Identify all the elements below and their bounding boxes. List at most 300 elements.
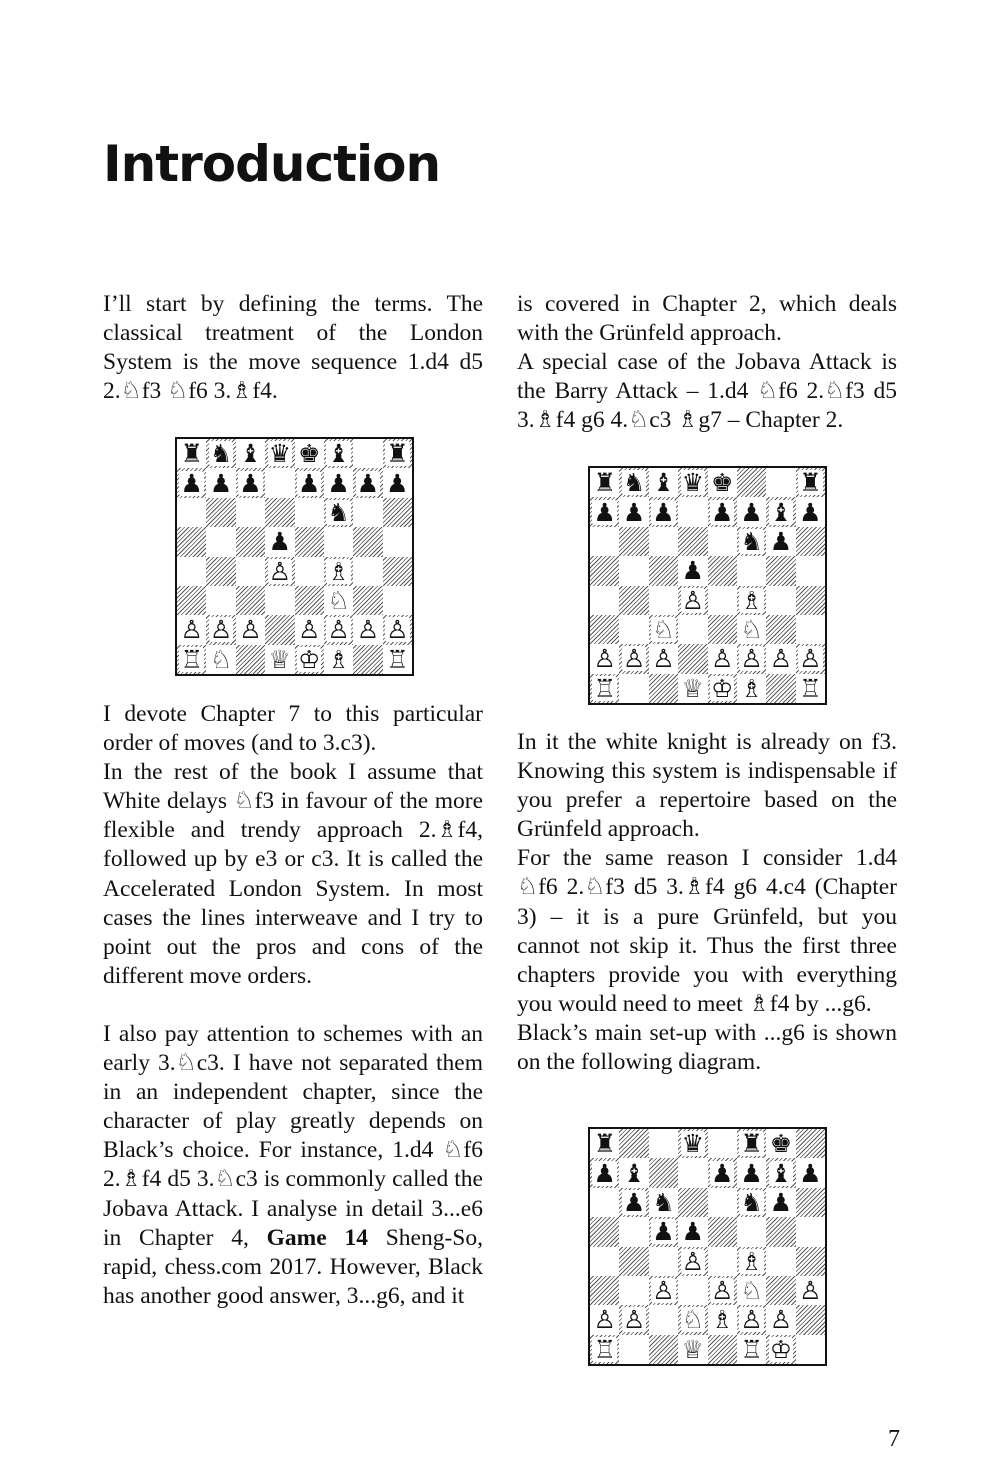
board-square <box>206 439 235 468</box>
board-square <box>796 586 825 615</box>
board-square <box>796 468 825 497</box>
black-pawn-icon: ♟ <box>799 1158 822 1188</box>
white-knight-icon: ♘ <box>740 615 763 645</box>
board-square <box>295 527 324 556</box>
board-square <box>177 557 206 586</box>
board-square <box>766 527 795 556</box>
board-square <box>766 1305 795 1334</box>
white-pawn-icon: ♙ <box>356 615 380 645</box>
page-number: 7 <box>888 1426 900 1452</box>
black-pawn-icon: ♟ <box>740 1158 763 1188</box>
black-pawn-icon: ♟ <box>239 468 262 498</box>
board-square <box>353 586 382 615</box>
white-king-icon: ♔ <box>297 644 321 674</box>
paragraph: A special case of the Jobava Attack is the Barry Attack – 1.d4 ♘f6 2.♘f3 d5 3.♗f4 g6 4.♘c3 ♗g7 – Chapter 2. <box>517 349 897 434</box>
black-bishop-icon: ♝ <box>769 497 793 527</box>
board-square <box>324 527 353 556</box>
white-king-icon: ♔ <box>710 673 734 703</box>
board-square <box>649 1129 678 1158</box>
page-title: Introduction <box>103 135 441 193</box>
white-rook-icon: ♖ <box>593 1334 616 1364</box>
black-pawn-icon: ♟ <box>622 1187 646 1217</box>
board-square <box>649 644 678 673</box>
board-square <box>796 1129 825 1158</box>
board-square <box>265 615 294 644</box>
black-pawn-icon: ♟ <box>209 468 233 498</box>
white-king-icon: ♔ <box>769 1334 793 1364</box>
board-square <box>766 1129 795 1158</box>
board-square <box>383 527 412 556</box>
black-pawn-icon: ♟ <box>593 497 616 527</box>
board-square <box>796 1188 825 1217</box>
board-square <box>236 468 265 497</box>
board-square <box>766 586 795 615</box>
board-square <box>737 1335 766 1364</box>
board-square <box>649 615 678 644</box>
black-pawn-icon: ♟ <box>681 556 705 586</box>
white-pawn-icon: ♙ <box>297 615 321 645</box>
black-bishop-icon: ♝ <box>769 1158 793 1188</box>
board-square <box>708 468 737 497</box>
board-square <box>796 527 825 556</box>
board-square <box>324 439 353 468</box>
board-square <box>737 1217 766 1246</box>
board-square <box>649 527 678 556</box>
board-square <box>295 615 324 644</box>
board-square <box>678 1276 707 1305</box>
board-square <box>796 497 825 526</box>
white-pawn-icon: ♙ <box>180 615 203 645</box>
black-pawn-icon: ♟ <box>622 497 646 527</box>
board-square <box>295 498 324 527</box>
board-square <box>206 586 235 615</box>
white-pawn-icon: ♙ <box>622 644 646 674</box>
board-square <box>737 1129 766 1158</box>
black-pawn-icon: ♟ <box>652 1217 675 1247</box>
board-square <box>766 1158 795 1187</box>
board-square <box>353 498 382 527</box>
board-square <box>649 556 678 585</box>
board-square <box>649 586 678 615</box>
white-pawn-icon: ♙ <box>327 615 350 645</box>
board-square <box>383 615 412 644</box>
white-pawn-icon: ♙ <box>681 1246 705 1276</box>
white-knight-icon: ♘ <box>327 586 350 616</box>
white-pawn-icon: ♙ <box>769 1305 793 1335</box>
board-square <box>590 1217 619 1246</box>
board-square <box>737 468 766 497</box>
white-knight-icon: ♘ <box>209 644 233 674</box>
diagram-black-setup <box>588 1127 827 1366</box>
board-square <box>678 674 707 703</box>
black-king-icon: ♚ <box>710 468 734 498</box>
board-square <box>649 468 678 497</box>
black-rook-icon: ♜ <box>180 439 203 469</box>
board-square <box>383 468 412 497</box>
board-square <box>265 498 294 527</box>
board-square <box>353 468 382 497</box>
black-knight-icon: ♞ <box>652 1187 675 1217</box>
board-square <box>206 645 235 674</box>
board-square <box>737 1305 766 1334</box>
board-square <box>649 1188 678 1217</box>
black-knight-icon: ♞ <box>327 497 350 527</box>
board-square <box>649 1305 678 1334</box>
board-square <box>590 1188 619 1217</box>
board-square <box>678 1158 707 1187</box>
board-square <box>295 586 324 615</box>
black-pawn-icon: ♟ <box>268 527 292 557</box>
board-square <box>737 674 766 703</box>
board-square <box>383 439 412 468</box>
board-square <box>796 644 825 673</box>
board-square <box>590 1276 619 1305</box>
board-square <box>619 1158 648 1187</box>
board-square <box>737 527 766 556</box>
board-square <box>619 527 648 556</box>
board-square <box>737 556 766 585</box>
board-square <box>649 674 678 703</box>
board-square <box>590 1158 619 1187</box>
black-king-icon: ♚ <box>297 439 321 469</box>
board-square <box>295 645 324 674</box>
black-bishop-icon: ♝ <box>652 468 675 498</box>
board-square <box>678 527 707 556</box>
left-column <box>103 290 483 406</box>
board-square <box>590 586 619 615</box>
board-square <box>796 1276 825 1305</box>
board-square <box>678 556 707 585</box>
white-pawn-icon: ♙ <box>710 1276 734 1306</box>
board-square <box>236 527 265 556</box>
board-square <box>678 1335 707 1364</box>
board-square <box>265 468 294 497</box>
white-knight-icon: ♘ <box>740 1276 763 1306</box>
board-square <box>590 497 619 526</box>
board-square <box>766 1276 795 1305</box>
board-square <box>737 497 766 526</box>
board-square <box>590 1247 619 1276</box>
board-square <box>177 468 206 497</box>
board-square <box>649 497 678 526</box>
black-pawn-icon: ♟ <box>681 1217 705 1247</box>
board-square <box>796 1335 825 1364</box>
board-square <box>324 498 353 527</box>
board-square <box>678 586 707 615</box>
white-rook-icon: ♖ <box>799 673 822 703</box>
board-square <box>177 615 206 644</box>
board-square <box>708 1335 737 1364</box>
board-square <box>619 1335 648 1364</box>
white-queen-icon: ♕ <box>681 1334 705 1364</box>
black-knight-icon: ♞ <box>740 526 763 556</box>
black-queen-icon: ♛ <box>268 439 292 469</box>
white-pawn-icon: ♙ <box>386 615 409 645</box>
board-square <box>766 644 795 673</box>
paragraph: I devote Chapter 7 to this particular order of moves (and to 3.c3). <box>103 701 483 757</box>
board-square <box>236 645 265 674</box>
white-bishop-icon: ♗ <box>327 644 350 674</box>
board-square <box>265 557 294 586</box>
board-square <box>708 1158 737 1187</box>
board-square <box>590 1305 619 1334</box>
board-square <box>737 586 766 615</box>
board-square <box>206 498 235 527</box>
board-square <box>236 557 265 586</box>
white-rook-icon: ♖ <box>593 673 616 703</box>
board-square <box>708 1129 737 1158</box>
white-pawn-icon: ♙ <box>799 644 822 674</box>
board-square <box>796 1247 825 1276</box>
paragraph: For the same reason I consider 1.d4 ♘f6 2.♘f3 d5 3.♗f4 g6 4.c4 (Chapter 3) – it is a pure Grünfeld, but you cannot not skip it. Thus the first three chapters provide you with everything you would need to meet ♗f4 by ...g6. <box>517 845 897 1017</box>
board-square <box>678 1247 707 1276</box>
board-square <box>708 497 737 526</box>
board-square <box>177 645 206 674</box>
white-pawn-icon: ♙ <box>769 644 793 674</box>
white-pawn-icon: ♙ <box>740 1305 763 1335</box>
black-rook-icon: ♜ <box>740 1129 763 1159</box>
white-pawn-icon: ♙ <box>799 1276 822 1306</box>
white-rook-icon: ♖ <box>386 644 409 674</box>
board-square <box>590 1335 619 1364</box>
board-square <box>590 644 619 673</box>
black-rook-icon: ♜ <box>386 439 409 469</box>
paragraph: I also pay attention to schemes with an early 3.♘c3. I have not separated them in an independent chapter, since the character of play greatly depends on Black’s choice. For instance, 1.d4 ♘f6 2.♗f4 d5 3.♘c3 is commonly called the Jobava Attack. I analyse in detail 3...e6 in Chapter 4, Game 14 Sheng-So, rapid, chess.com 2017. However, Black has another good answer, 3...g6, and it <box>103 1020 483 1309</box>
board-square <box>619 1247 648 1276</box>
board-square <box>236 498 265 527</box>
board-square <box>295 468 324 497</box>
board-square <box>324 586 353 615</box>
board-square <box>678 497 707 526</box>
paragraph: is covered in Chapter 2, which deals with the Grünfeld approach. <box>517 291 897 347</box>
white-queen-icon: ♕ <box>681 673 705 703</box>
black-knight-icon: ♞ <box>209 439 233 469</box>
board-square <box>590 527 619 556</box>
black-queen-icon: ♛ <box>681 1129 705 1159</box>
board-square <box>708 1305 737 1334</box>
board-square <box>295 439 324 468</box>
board-square <box>649 1335 678 1364</box>
board-square <box>708 1217 737 1246</box>
white-knight-icon: ♘ <box>681 1305 705 1335</box>
board-square <box>619 674 648 703</box>
board-square <box>177 527 206 556</box>
board-square <box>353 645 382 674</box>
board-square <box>353 439 382 468</box>
board-square <box>383 586 412 615</box>
board-square <box>265 527 294 556</box>
board-square <box>649 1217 678 1246</box>
board-square <box>649 1247 678 1276</box>
board-square <box>619 1129 648 1158</box>
board-square <box>177 439 206 468</box>
black-pawn-icon: ♟ <box>769 1187 793 1217</box>
white-bishop-icon: ♗ <box>740 1246 763 1276</box>
board-square <box>177 586 206 615</box>
white-pawn-icon: ♙ <box>622 1305 646 1335</box>
black-pawn-icon: ♟ <box>710 497 734 527</box>
white-bishop-icon: ♗ <box>327 556 350 586</box>
board-square <box>796 674 825 703</box>
white-rook-icon: ♖ <box>740 1334 763 1364</box>
black-pawn-icon: ♟ <box>710 1158 734 1188</box>
white-pawn-icon: ♙ <box>593 1305 616 1335</box>
board-square <box>766 674 795 703</box>
board-square <box>678 468 707 497</box>
board-square <box>206 468 235 497</box>
board-square <box>206 527 235 556</box>
board-square <box>590 674 619 703</box>
white-pawn-icon: ♙ <box>652 644 675 674</box>
board-square <box>383 557 412 586</box>
board-square <box>324 645 353 674</box>
board-square <box>619 1305 648 1334</box>
board-square <box>619 468 648 497</box>
board-square <box>619 615 648 644</box>
board-square <box>737 1188 766 1217</box>
white-pawn-icon: ♙ <box>740 644 763 674</box>
board-square <box>708 527 737 556</box>
board-square <box>383 498 412 527</box>
board-square <box>678 644 707 673</box>
paragraph: I’ll start by defining the terms. The classical treatment of the London System is the move sequence 1.d4 d5 2.♘f3 ♘f6 3.♗f4. <box>103 291 483 405</box>
white-pawn-icon: ♙ <box>710 644 734 674</box>
black-pawn-icon: ♟ <box>386 468 409 498</box>
board-square <box>383 645 412 674</box>
black-knight-icon: ♞ <box>622 468 646 498</box>
board-square <box>766 1188 795 1217</box>
black-pawn-icon: ♟ <box>180 468 203 498</box>
board-square <box>737 1247 766 1276</box>
board-square <box>766 615 795 644</box>
board-square <box>324 615 353 644</box>
white-knight-icon: ♘ <box>652 615 675 645</box>
board-square <box>353 557 382 586</box>
black-rook-icon: ♜ <box>799 468 822 498</box>
board-square <box>619 497 648 526</box>
black-queen-icon: ♛ <box>681 468 705 498</box>
black-king-icon: ♚ <box>769 1129 793 1159</box>
black-pawn-icon: ♟ <box>297 468 321 498</box>
black-pawn-icon: ♟ <box>652 497 675 527</box>
board-square <box>678 1217 707 1246</box>
board-square <box>619 1217 648 1246</box>
board-square <box>236 439 265 468</box>
black-pawn-icon: ♟ <box>327 468 350 498</box>
paragraph: Black’s main set-up with ...g6 is shown on the following diagram. <box>517 1019 897 1076</box>
board-square <box>708 644 737 673</box>
white-rook-icon: ♖ <box>180 644 203 674</box>
board-square <box>177 498 206 527</box>
board-square <box>619 556 648 585</box>
board-square <box>766 1335 795 1364</box>
board-square <box>737 615 766 644</box>
board-square <box>265 645 294 674</box>
board-square <box>766 1217 795 1246</box>
right-column-continued <box>517 728 897 1077</box>
board-square <box>678 615 707 644</box>
black-pawn-icon: ♟ <box>740 497 763 527</box>
board-square <box>708 674 737 703</box>
board-square <box>796 1305 825 1334</box>
board-square <box>766 1247 795 1276</box>
black-rook-icon: ♜ <box>593 468 616 498</box>
board-square <box>708 586 737 615</box>
board-square <box>324 557 353 586</box>
board-square <box>678 1129 707 1158</box>
board-square <box>590 1129 619 1158</box>
board-square <box>590 468 619 497</box>
white-bishop-icon: ♗ <box>740 585 763 615</box>
board-square <box>737 1158 766 1187</box>
board-square <box>708 1188 737 1217</box>
board-square <box>649 1276 678 1305</box>
black-bishop-icon: ♝ <box>327 439 350 469</box>
board-square <box>324 468 353 497</box>
board-square <box>619 586 648 615</box>
white-pawn-icon: ♙ <box>239 615 262 645</box>
board-square <box>206 557 235 586</box>
board-square <box>590 556 619 585</box>
board-square <box>796 556 825 585</box>
board-square <box>265 439 294 468</box>
board-square <box>766 468 795 497</box>
black-bishop-icon: ♝ <box>622 1158 646 1188</box>
paragraph: In the rest of the book I assume that White delays ♘f3 in favour of the more flexible and trendy approach 2.♗f4, followed up by e3 or c3. It is called the Accelerated London System. In most cases the lines interweave and I try to point out the pros and cons of the different move orders. <box>103 759 483 989</box>
board-square <box>619 1188 648 1217</box>
black-pawn-icon: ♟ <box>799 497 822 527</box>
black-bishop-icon: ♝ <box>239 439 262 469</box>
board-square <box>796 1217 825 1246</box>
black-pawn-icon: ♟ <box>593 1158 616 1188</box>
white-pawn-icon: ♙ <box>593 644 616 674</box>
white-pawn-icon: ♙ <box>209 615 233 645</box>
board-square <box>353 615 382 644</box>
white-pawn-icon: ♙ <box>681 585 705 615</box>
right-column <box>517 290 897 435</box>
board-square <box>708 1247 737 1276</box>
board-square <box>766 556 795 585</box>
board-square <box>619 1276 648 1305</box>
black-knight-icon: ♞ <box>740 1187 763 1217</box>
black-rook-icon: ♜ <box>593 1129 616 1159</box>
diagram-london-system <box>175 437 414 676</box>
white-queen-icon: ♕ <box>268 644 292 674</box>
board-square <box>708 556 737 585</box>
board-square <box>295 557 324 586</box>
left-column-continued <box>103 700 483 1311</box>
board-square <box>708 615 737 644</box>
board-square <box>265 586 294 615</box>
white-bishop-icon: ♗ <box>710 1305 734 1335</box>
board-square <box>649 1158 678 1187</box>
board-square <box>590 615 619 644</box>
diagram-barry-attack <box>588 466 827 705</box>
board-square <box>737 644 766 673</box>
board-square <box>796 615 825 644</box>
board-square <box>206 615 235 644</box>
board-square <box>708 1276 737 1305</box>
board-square <box>678 1305 707 1334</box>
game-reference: Game 14 <box>266 1224 368 1251</box>
board-square <box>678 1188 707 1217</box>
board-square <box>236 615 265 644</box>
board-square <box>737 1276 766 1305</box>
board-square <box>619 644 648 673</box>
white-bishop-icon: ♗ <box>740 673 763 703</box>
board-square <box>766 497 795 526</box>
paragraph: In it the white knight is already on f3. Knowing this system is indispensable if you prefer a repertoire based on the Grünfeld approach. <box>517 729 897 843</box>
